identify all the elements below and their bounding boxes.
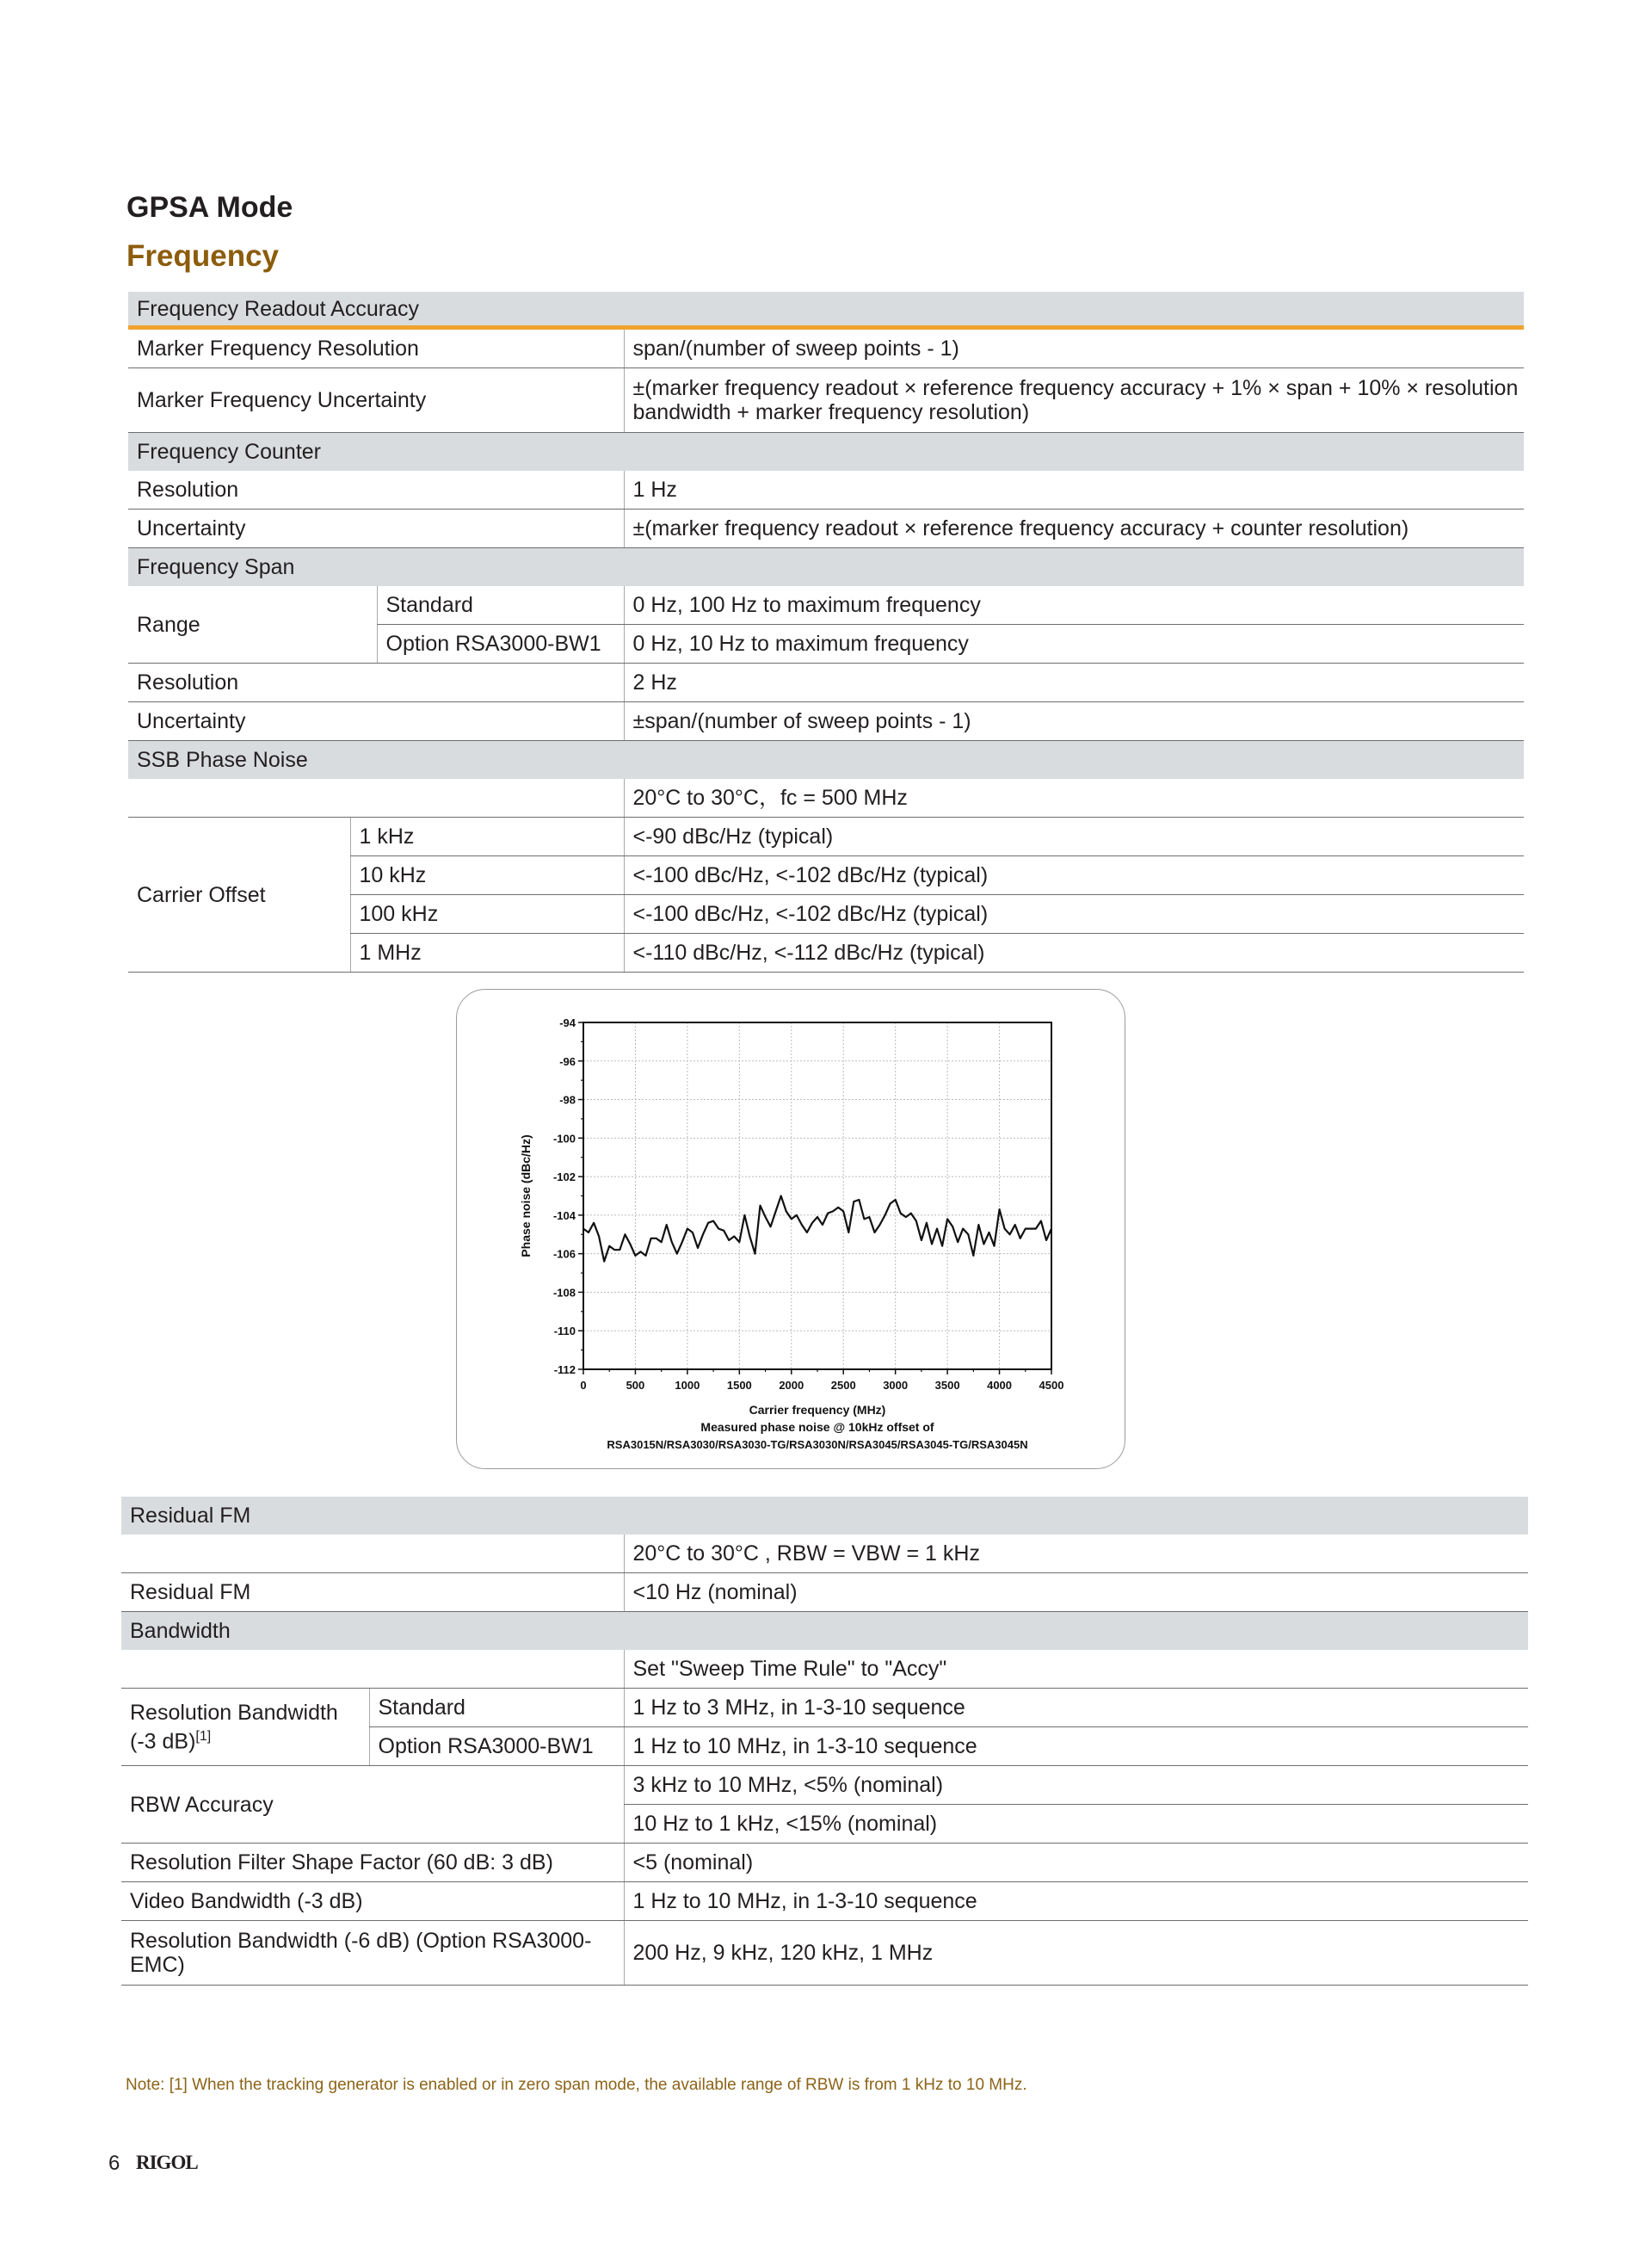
table-row bbox=[128, 471, 1524, 510]
x-tick-label: 3000 bbox=[883, 1379, 909, 1392]
row-value: 20°C to 30°C，fc = 500 MHz bbox=[624, 779, 1524, 818]
row-value: <5 (nominal) bbox=[624, 1844, 1528, 1882]
row-label-empty bbox=[121, 1535, 624, 1573]
header-residual: Residual FM bbox=[121, 1497, 1528, 1535]
table-row bbox=[121, 1689, 1528, 1727]
header-counter: Frequency Counter bbox=[128, 433, 1524, 472]
table-row bbox=[128, 586, 1524, 625]
table-row bbox=[121, 1573, 1528, 1612]
row-sublabel: 10 kHz bbox=[350, 856, 624, 895]
rigol-logo: RIGOL bbox=[136, 2152, 198, 2173]
section-title: Frequency bbox=[126, 239, 279, 273]
table-section-header bbox=[128, 548, 1524, 587]
row-label: Marker Frequency Uncertainty bbox=[128, 368, 624, 433]
y-tick-label: -102 bbox=[552, 1170, 576, 1184]
row-value: 1 Hz to 3 MHz, in 1-3-10 sequence bbox=[624, 1689, 1528, 1727]
table-section-header bbox=[128, 741, 1524, 780]
table-row bbox=[128, 779, 1524, 818]
x-tick-label: 2500 bbox=[830, 1379, 856, 1392]
y-tick-label: -108 bbox=[552, 1286, 576, 1300]
header-bandwidth: Bandwidth bbox=[121, 1612, 1528, 1651]
row-sublabel: 1 MHz bbox=[350, 934, 624, 973]
x-tick-label: 1000 bbox=[675, 1379, 700, 1392]
row-label: Resolution Filter Shape Factor (60 dB: 3 dB) bbox=[121, 1844, 624, 1882]
bandwidth-spec-table bbox=[121, 1497, 1528, 1986]
row-sublabel: Standard bbox=[377, 586, 624, 625]
table-row bbox=[128, 368, 1524, 433]
table-row bbox=[121, 1766, 1528, 1805]
row-value: 1 Hz to 10 MHz, in 1-3-10 sequence bbox=[624, 1727, 1528, 1766]
row-value: <10 Hz (nominal) bbox=[624, 1573, 1528, 1612]
table-row bbox=[128, 702, 1524, 741]
x-axis-label: Carrier frequency (MHz) bbox=[749, 1403, 886, 1417]
row-sublabel: Option RSA3000-BW1 bbox=[377, 625, 624, 664]
chart-title: Measured phase noise @ 10kHz offset of bbox=[700, 1420, 934, 1434]
row-label-empty bbox=[128, 779, 624, 818]
row-value: span/(number of sweep points - 1) bbox=[624, 328, 1524, 368]
x-tick-label: 4500 bbox=[1039, 1379, 1064, 1392]
y-tick-label: -106 bbox=[552, 1247, 576, 1261]
row-value: 3 kHz to 10 MHz, <5% (nominal) bbox=[624, 1766, 1528, 1805]
row-value: <-100 dBc/Hz, <-102 dBc/Hz (typical) bbox=[624, 895, 1524, 934]
row-sublabel: 1 kHz bbox=[350, 818, 624, 856]
header-ssb: SSB Phase Noise bbox=[128, 741, 1524, 780]
row-label: Uncertainty bbox=[128, 702, 624, 741]
y-tick-label: -96 bbox=[559, 1054, 576, 1068]
row-label: Carrier Offset bbox=[128, 818, 350, 973]
table-row bbox=[121, 1921, 1528, 1986]
y-tick-label: -98 bbox=[559, 1093, 576, 1107]
row-value: 0 Hz, 10 Hz to maximum frequency bbox=[624, 625, 1524, 664]
y-tick-label: -104 bbox=[552, 1208, 576, 1222]
table-row bbox=[128, 510, 1524, 548]
x-tick-label: 1500 bbox=[726, 1379, 752, 1392]
chart-svg bbox=[457, 990, 1125, 1468]
row-label: Resolution Bandwidth (-6 dB) (Option RSA3000-EMC) bbox=[121, 1921, 624, 1986]
row-value: 1 Hz to 10 MHz, in 1-3-10 sequence bbox=[624, 1882, 1528, 1921]
header-span: Frequency Span bbox=[128, 548, 1524, 587]
series-line-phase-noise bbox=[583, 1196, 1051, 1262]
phase-noise-chart bbox=[456, 989, 1125, 1469]
plot-frame bbox=[583, 1022, 1051, 1369]
row-value: 1 Hz bbox=[624, 471, 1524, 510]
row-sublabel: Option RSA3000-BW1 bbox=[369, 1727, 624, 1766]
y-tick-label: -110 bbox=[553, 1325, 576, 1338]
row-value: 20°C to 30°C , RBW = VBW = 1 kHz bbox=[624, 1535, 1528, 1573]
row-sublabel: 100 kHz bbox=[350, 895, 624, 934]
y-axis-label: Phase noise (dBc/Hz) bbox=[519, 1134, 533, 1257]
y-tick-label: -100 bbox=[552, 1132, 576, 1146]
row-label: Range bbox=[128, 586, 377, 664]
row-value: 10 Hz to 1 kHz, <15% (nominal) bbox=[624, 1805, 1528, 1844]
row-value: 200 Hz, 9 kHz, 120 kHz, 1 MHz bbox=[624, 1921, 1528, 1986]
x-tick-label: 3500 bbox=[934, 1379, 960, 1392]
x-tick-label: 0 bbox=[580, 1379, 587, 1392]
row-value: <-100 dBc/Hz, <-102 dBc/Hz (typical) bbox=[624, 856, 1524, 895]
x-tick-label: 4000 bbox=[987, 1379, 1013, 1392]
y-tick-label: -112 bbox=[553, 1363, 576, 1376]
row-label: Video Bandwidth (-3 dB) bbox=[121, 1882, 624, 1921]
row-sublabel: Standard bbox=[369, 1689, 624, 1727]
table-row bbox=[121, 1844, 1528, 1882]
table-row bbox=[121, 1535, 1528, 1573]
row-label: Residual FM bbox=[121, 1573, 624, 1612]
rbw-label-text: Resolution Bandwidth (-3 dB) bbox=[130, 1700, 338, 1754]
table-section-header bbox=[121, 1612, 1528, 1651]
row-value: Set "Sweep Time Rule" to "Accy" bbox=[624, 1650, 1528, 1689]
row-value: 0 Hz, 100 Hz to maximum frequency bbox=[624, 586, 1524, 625]
row-value: ±(marker frequency readout × reference frequency accuracy + counter resolution) bbox=[624, 510, 1524, 548]
row-value: 2 Hz bbox=[624, 664, 1524, 702]
footnote: Note: [1] When the tracking generator is enabled or in zero span mode, the available range of RBW is from 1 kHz to 10 MHz. bbox=[126, 2076, 1027, 2094]
page-heading: GPSA Mode bbox=[126, 191, 293, 224]
row-label: Resolution bbox=[128, 471, 624, 510]
row-label: Marker Frequency Resolution bbox=[128, 328, 624, 368]
table-section-header bbox=[128, 433, 1524, 472]
table-row bbox=[128, 818, 1524, 856]
table-section-header bbox=[128, 292, 1524, 328]
row-value: ±(marker frequency readout × reference frequency accuracy + 1% × span + 10% × resolution bandwidth + marker frequency resolution) bbox=[624, 368, 1524, 433]
table-row bbox=[121, 1882, 1528, 1921]
header-readout: Frequency Readout Accuracy bbox=[128, 292, 1524, 328]
row-label-empty bbox=[121, 1650, 624, 1689]
x-tick-label: 2000 bbox=[779, 1379, 804, 1392]
table-section-header bbox=[121, 1497, 1528, 1535]
chart-subtitle: RSA3015N/RSA3030/RSA3030-TG/RSA3030N/RSA3045/RSA3045-TG/RSA3045N bbox=[607, 1438, 1028, 1451]
row-value: <-110 dBc/Hz, <-112 dBc/Hz (typical) bbox=[624, 934, 1524, 973]
row-label bbox=[121, 1689, 369, 1766]
frequency-spec-table bbox=[128, 292, 1524, 973]
row-label: Uncertainty bbox=[128, 510, 624, 548]
table-row bbox=[128, 664, 1524, 702]
footnote-ref: [1] bbox=[195, 1728, 212, 1744]
y-tick-label: -94 bbox=[559, 1016, 576, 1029]
row-label: Resolution bbox=[128, 664, 624, 702]
page-number: 6 bbox=[108, 2152, 120, 2175]
row-value: <-90 dBc/Hz (typical) bbox=[624, 818, 1524, 856]
row-value: ±span/(number of sweep points - 1) bbox=[624, 702, 1524, 741]
table-row bbox=[121, 1650, 1528, 1689]
table-row bbox=[128, 328, 1524, 368]
row-label: RBW Accuracy bbox=[121, 1766, 624, 1844]
x-tick-label: 500 bbox=[626, 1379, 645, 1392]
